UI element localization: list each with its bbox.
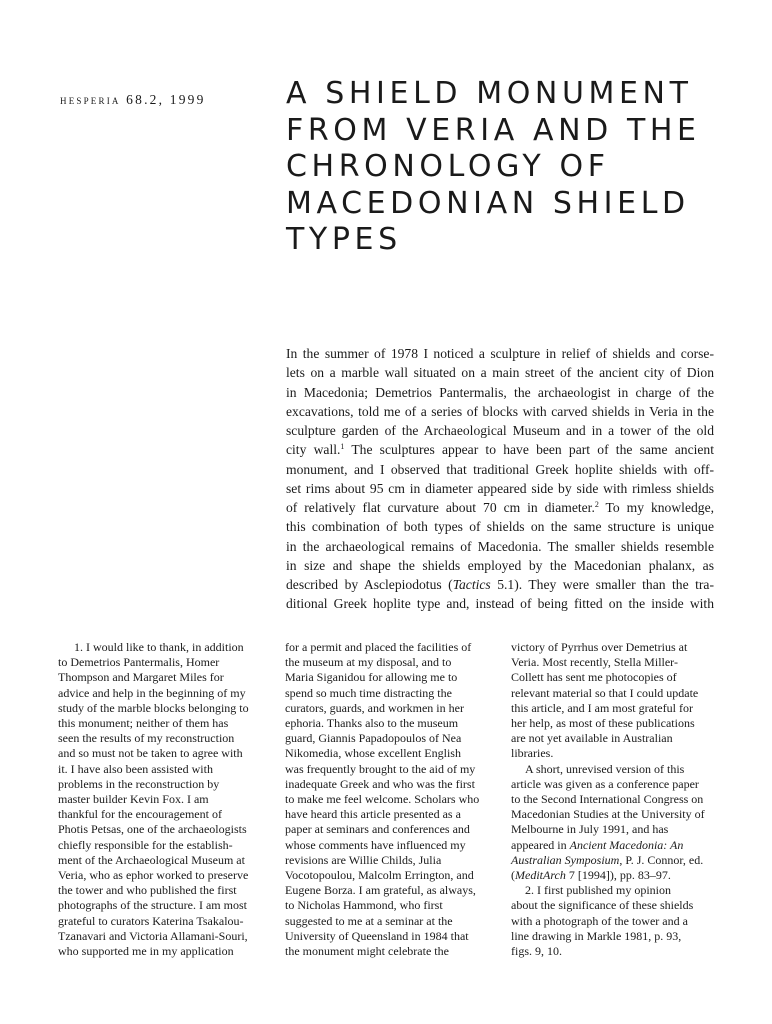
footnote-line <box>511 868 721 883</box>
footnote-line: Vocotopoulou, Malcolm Errington, and <box>285 868 474 883</box>
footnote-line: Photis Petsas, one of the archaeologists <box>58 822 247 837</box>
footnote-line: 2. I first published my opinion <box>525 883 671 898</box>
footnote-line: revisions are Willie Childs, Julia <box>285 852 442 867</box>
footnote-line: to Demetrios Pantermalis, Homer <box>58 655 220 670</box>
footnote-line: and so must not be taken to agree with <box>58 746 243 761</box>
body-line: excavations, told me of a series of blocks with carved shields in Veria in the <box>286 403 714 419</box>
footnote-line: victory of Pyrrhus over Demetrius at <box>511 640 688 654</box>
article-title <box>286 76 746 259</box>
body-line: this combination of both types of shields on the same structure is unique <box>286 519 714 535</box>
footnote-line: libraries. <box>511 746 554 761</box>
footnote-line: ephoria. Thanks also to the museum <box>285 716 459 731</box>
footnote-line: whose comments have influenced my <box>285 837 466 852</box>
footnote-marker-2[interactable]: 2 <box>594 500 599 509</box>
footnote-line: ment of the Archaeological Museum at <box>58 852 245 867</box>
title-line: A SHIELD MONUMENT <box>286 76 693 111</box>
footnote-line: study of the marble blocks belonging to <box>58 700 249 715</box>
footnote-line: paper at seminars and conferences and <box>285 822 470 837</box>
footnote-line: about the significance of these shields <box>511 898 694 913</box>
footnote-line: spend so much time distracting the <box>285 685 452 700</box>
footnote-line <box>511 838 721 853</box>
footnote-italic-run: Ancient Macedonia: An <box>569 837 684 852</box>
footnote-line: Veria, who as ephor worked to preserve <box>58 868 249 883</box>
journal-citation: hesperia 68.2, 1999 <box>60 92 206 107</box>
footnote-line: 1. I would like to thank, in addition <box>74 640 244 654</box>
footnote-line: it. I have also been assisted with <box>58 761 213 776</box>
footnote-line: problems in the reconstruction by <box>58 776 220 791</box>
footnote-line: Eugene Borza. I am grateful, as always, <box>285 883 476 898</box>
footnote-line: Nikomedia, whose excellent English <box>285 746 461 761</box>
title-line: TYPES <box>286 222 402 257</box>
footnote-line: Veria. Most recently, Stella Miller- <box>511 655 678 670</box>
footnote-line: grateful to curators Katerina Tsakalou- <box>58 913 244 928</box>
title-line: FROM VERIA AND THE <box>286 112 701 148</box>
body-text-run: To my knowledge, <box>598 500 715 515</box>
footnote-line: have heard this article presented as a <box>285 807 461 822</box>
footnote-line: relevant material so that I could update <box>511 685 699 700</box>
footnote-line: master builder Kevin Fox. I am <box>58 792 209 807</box>
body-line: in Macedonia; Demetrios Pantermalis, the archaeologist in charge of the <box>286 384 714 400</box>
footnote-line: article was given as a conference paper <box>511 776 699 791</box>
body-line: in size and shape the shields employed by the Macedonian phalanx, as <box>286 557 714 573</box>
footnote-italic-run: Australian Symposium <box>511 852 620 867</box>
body-italic-run: Tactics <box>452 577 491 592</box>
footnote-line: advice and help in the beginning of my <box>58 685 246 700</box>
footnote-line: to Nicholas Hammond, who first <box>285 898 443 913</box>
footnote-line: her help, as most of these publications <box>511 716 695 731</box>
footnote-line: this monument; neither of them has <box>58 716 229 731</box>
body-line: monument, and I observed that traditional Greek hoplite shields with off- <box>286 461 714 477</box>
footnote-line: for a permit and placed the facilities of <box>285 640 472 654</box>
footnote-line: Maria Siganidou for allowing me to <box>285 670 458 685</box>
footnote-line: the museum at my disposal, and to <box>285 655 452 670</box>
footnote-line: seen the results of my reconstruction <box>58 731 235 746</box>
footnote-line: line drawing in Markle 1981, p. 93, <box>511 928 682 943</box>
body-line: set rims about 95 cm in diameter appeared side by side with rimless shields <box>286 480 714 496</box>
footnote-line: curators, guards, and workmen in her <box>285 700 464 715</box>
footnote-line: Melbourne in July 1991, and has <box>511 822 669 837</box>
footnote-line: Thompson and Margaret Miles for <box>58 670 224 685</box>
footnote-column-3 <box>511 640 721 959</box>
body-line <box>286 440 714 459</box>
footnote-line: was frequently brought to the aid of my <box>285 761 476 776</box>
footnote-line: guard, Giannis Papadopoulos of Nea <box>285 731 462 746</box>
body-text-run: described by Asclepiodotus ( <box>286 577 453 592</box>
footnote-line: thankful for the encouragement of <box>58 807 222 822</box>
footnote-column-1 <box>58 640 254 959</box>
body-text-run: The sculptures appear to have been part of the same ancient <box>344 442 714 458</box>
footnote-line: figs. 9, 10. <box>511 944 562 959</box>
body-paragraph <box>286 344 714 614</box>
footnote-line: this article, and I am most grateful for <box>511 700 693 715</box>
footnote-line: A short, unrevised version of this <box>525 761 685 776</box>
footnote-column-2 <box>285 640 485 959</box>
footnote-line: chiefly responsible for the establish- <box>58 837 233 852</box>
footnote-line: to the Second International Congress on <box>511 792 704 807</box>
footnote-line: who supported me in my application <box>58 944 234 959</box>
body-text-run: city wall. <box>286 442 341 458</box>
body-line: sculpture garden of the Archaeological Museum and in a tower of the old <box>286 423 714 438</box>
footnote-text-run: 7 [1994]), pp. 83–97. <box>565 868 671 883</box>
footnote-line: inadequate Greek and who was the first <box>285 776 475 791</box>
footnote-line: Tzanavari and Victoria Allamani-Souri, <box>58 928 248 943</box>
footnote-line: Collett has sent me photocopies of <box>511 670 677 685</box>
footnote-line: University of Queensland in 1984 that <box>285 928 469 943</box>
footnote-text-run: appeared in <box>511 837 570 852</box>
footnote-line: the tower and who published the first <box>58 883 237 898</box>
body-line <box>286 575 714 594</box>
body-line: in the archaeological remains of Macedonia. The smaller shields resemble <box>286 538 714 554</box>
footnote-line: the monument might celebrate the <box>285 944 449 959</box>
body-line: ditional Greek hoplite type and, instead of being fitted on the inside with <box>286 596 714 612</box>
title-line: CHRONOLOGY OF <box>286 149 610 184</box>
footnote-line <box>511 853 721 868</box>
footnote-line: Macedonian Studies at the University of <box>511 807 705 822</box>
body-line: In the summer of 1978 I noticed a sculpture in relief of shields and corse- <box>286 346 714 361</box>
footnote-marker-1[interactable]: 1 <box>340 442 345 452</box>
body-line: lets on a marble wall situated on a main street of the ancient city of Dion <box>286 365 714 381</box>
footnote-line: suggested to me at a seminar at the <box>285 913 453 928</box>
footnote-line: with a photograph of the tower and a <box>511 913 688 928</box>
title-line: MACEDONIAN SHIELD <box>286 185 690 221</box>
body-text-run: 5.1). They were smaller than the tra- <box>490 577 714 592</box>
body-line <box>286 498 714 517</box>
footnote-line: to make me feel welcome. Scholars who <box>285 792 480 807</box>
footnote-line: photographs of the structure. I am most <box>58 898 247 913</box>
footnote-text-run: ( <box>511 868 515 883</box>
footnote-line: are not yet available in Australian <box>511 731 673 746</box>
footnote-text-run: , P. J. Connor, ed. <box>619 852 704 867</box>
footnote-italic-run: MeditArch <box>515 868 566 883</box>
body-text-run: of relatively flat curvature about 70 cm in diameter. <box>286 500 595 515</box>
